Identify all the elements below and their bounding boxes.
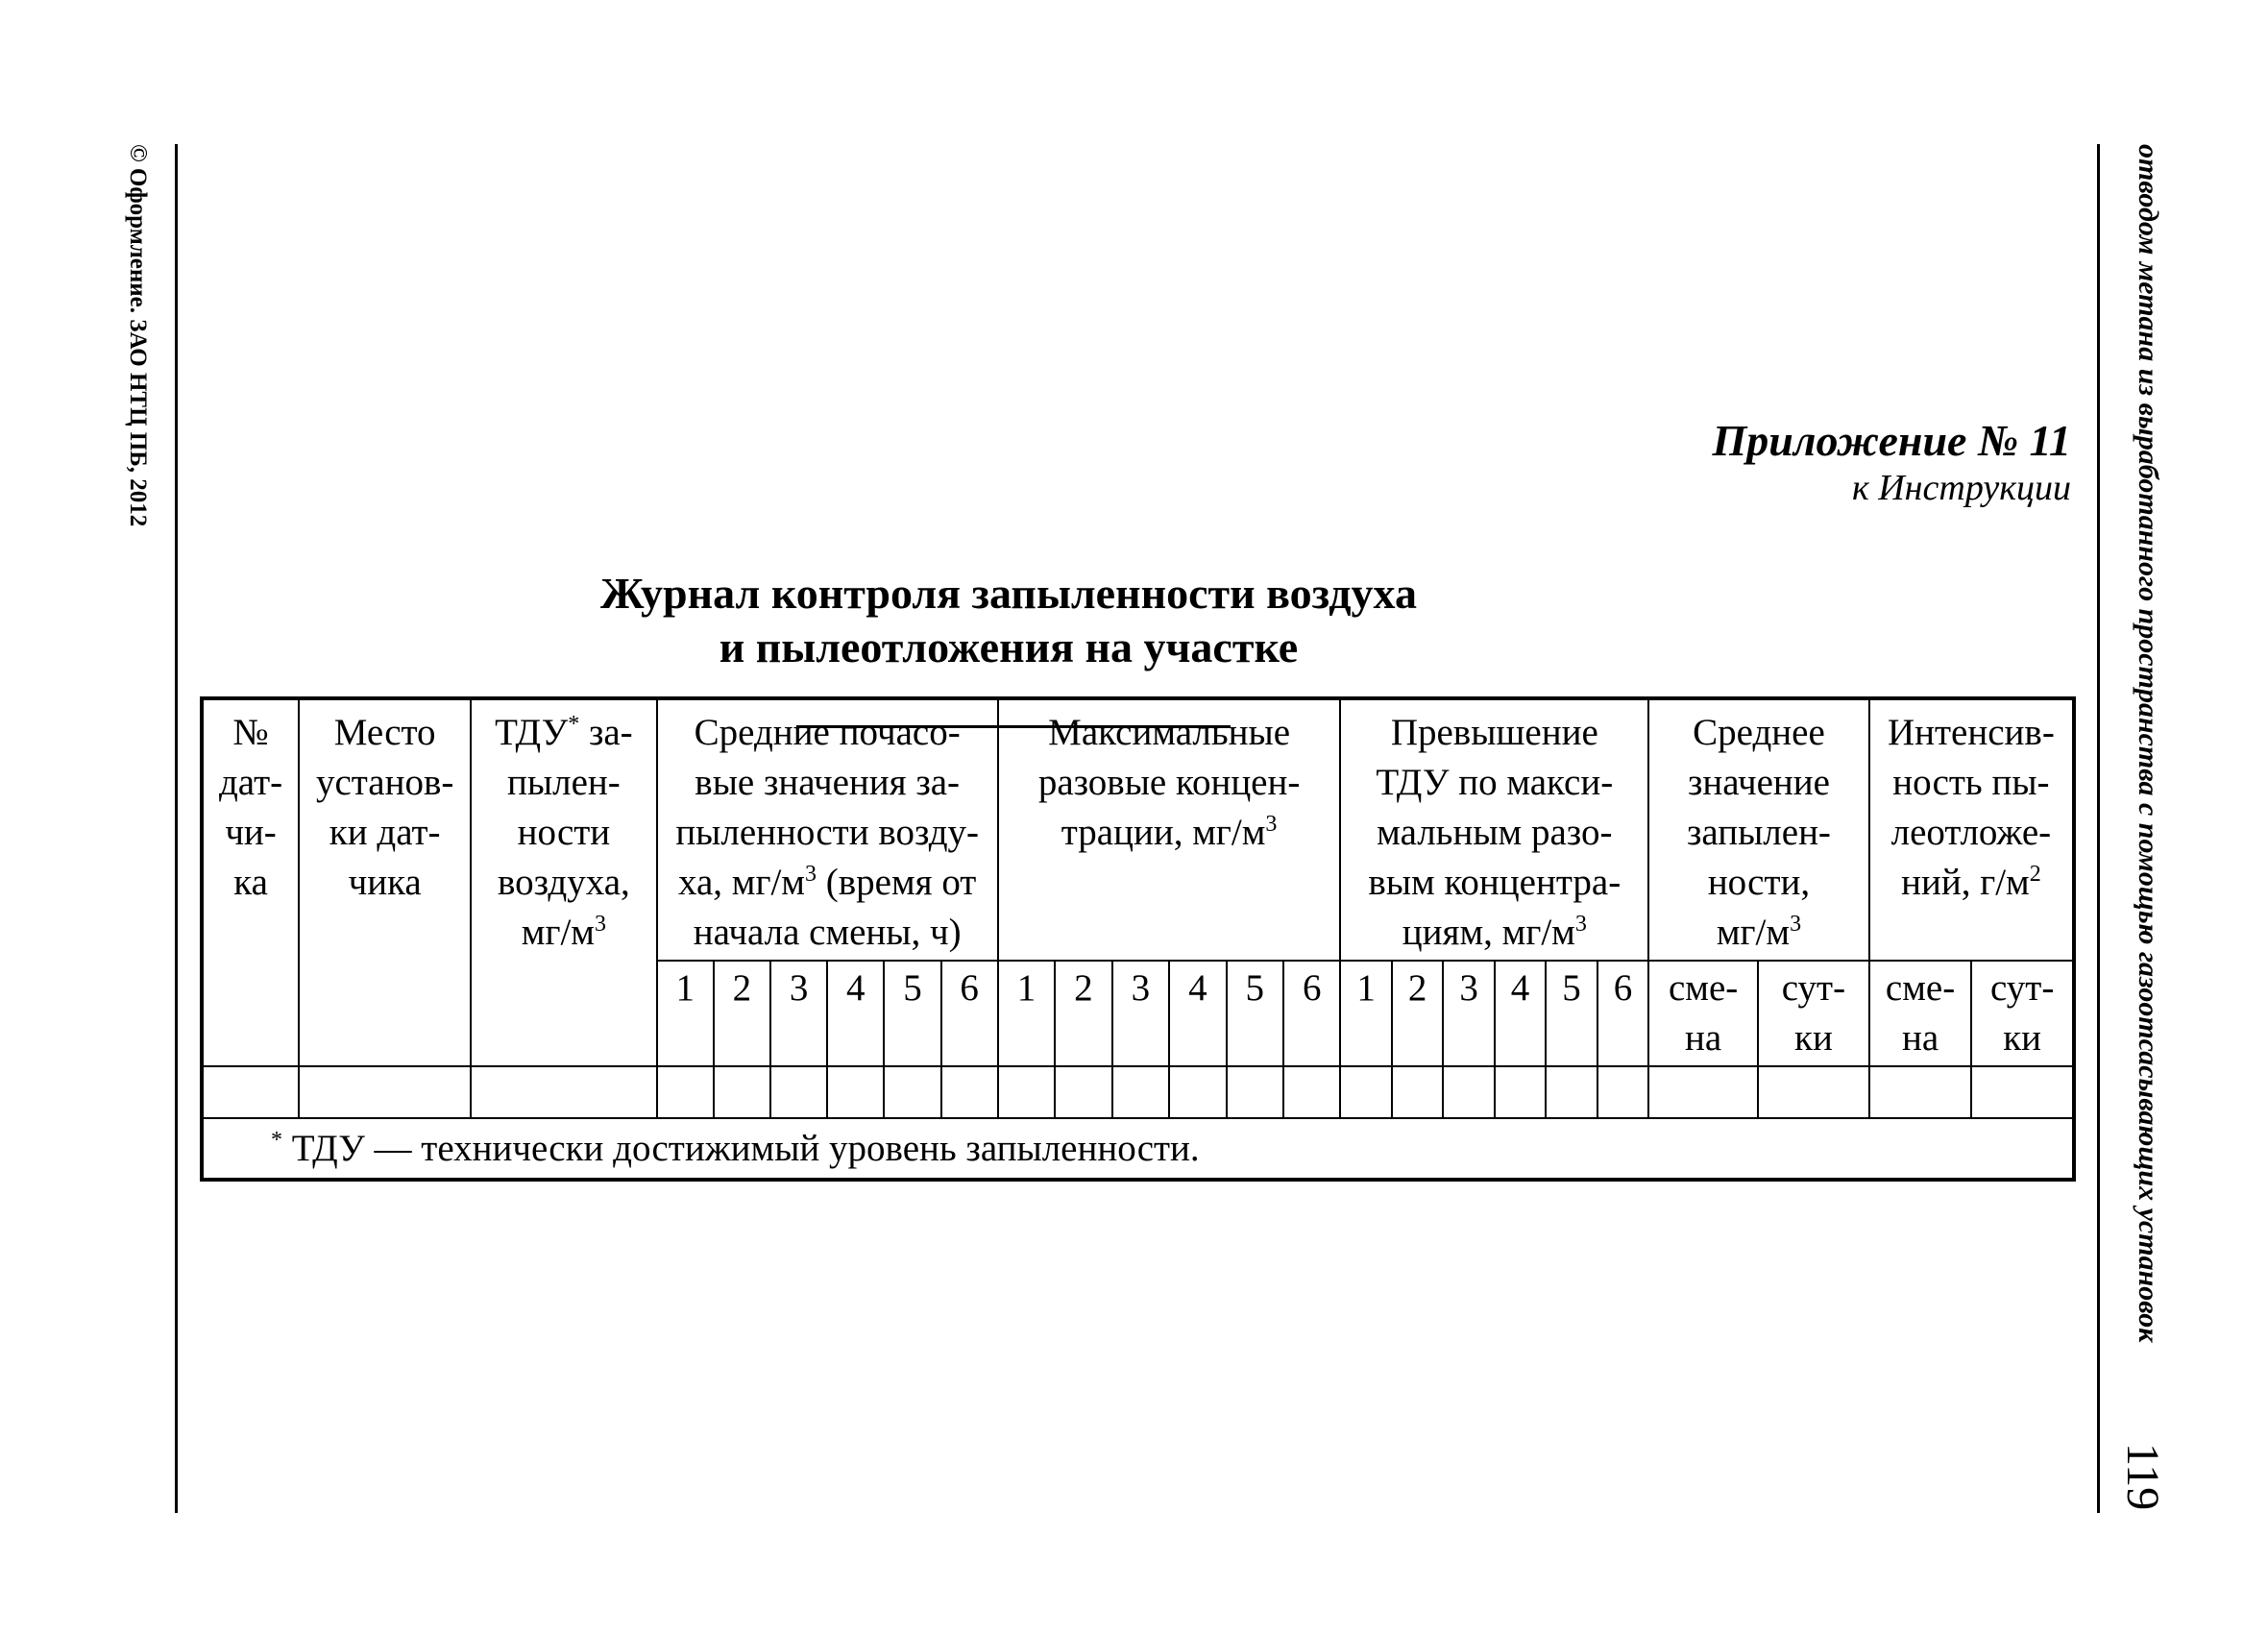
hour-cell: 3 [1443, 961, 1494, 1066]
copyright-note: © Оформление. ЗАО НТЦ ПБ, 2012 [125, 144, 151, 527]
empty-cell [657, 1066, 714, 1118]
unit-exponent: 3 [1790, 912, 1802, 937]
hour-cell: 4 [1495, 961, 1546, 1066]
hour-cell: 2 [1392, 961, 1443, 1066]
hour-cell: 2 [714, 961, 770, 1066]
empty-cell [1227, 1066, 1283, 1118]
right-margin-rule [2097, 144, 2100, 1513]
day-cell: сут- ки [1971, 961, 2074, 1066]
header-hourly-averages [657, 698, 998, 961]
title-line-2-text: и пылеотложения на участке [719, 622, 1299, 671]
header-max-text: Максимальные разовые концен- трации, мг/м [1037, 712, 1301, 853]
hour-cell: 3 [770, 961, 827, 1066]
appendix-reference: к Инструкции [1851, 468, 2071, 509]
empty-cell [1971, 1066, 2074, 1118]
table-row [202, 1066, 2074, 1118]
unit-exponent: 3 [804, 862, 817, 887]
title-line-1: Журнал контроля запыленности воздуха [600, 569, 1417, 618]
appendix-number: Приложение № 11 [1712, 416, 2071, 465]
unit-exponent: 3 [1265, 812, 1278, 837]
hour-cell: 2 [1055, 961, 1111, 1066]
empty-cell [1392, 1066, 1443, 1118]
empty-cell [770, 1066, 827, 1118]
header-tdu [471, 698, 656, 1066]
header-sensor-number: № дат- чи- ка [202, 698, 299, 1066]
hour-cell: 6 [1597, 961, 1648, 1066]
page-number: 119 [2117, 1443, 2168, 1511]
empty-cell [1495, 1066, 1546, 1118]
header-average-dust [1648, 698, 1869, 961]
footnote-row [202, 1118, 2074, 1180]
header-tdu-abbrev: ТДУ [495, 712, 569, 753]
empty-cell [1546, 1066, 1597, 1118]
header-hourly-text: Средние почасо- вые значения за- пыленности возду- ха, мг/м [675, 712, 980, 903]
empty-cell [1112, 1066, 1169, 1118]
empty-cell [1648, 1066, 1758, 1118]
hour-cell: 4 [827, 961, 884, 1066]
journal-table [200, 696, 2076, 1182]
empty-cell [1283, 1066, 1340, 1118]
shift-cell: сме- на [1869, 961, 1972, 1066]
left-margin-rule [175, 144, 178, 1513]
hour-cell: 1 [998, 961, 1055, 1066]
footnote [202, 1118, 2074, 1180]
empty-cell [941, 1066, 998, 1118]
header-hourly-text-end: (время от начала смены, ч) [693, 862, 977, 953]
hour-cell: 5 [884, 961, 940, 1066]
footnote-mark: * [271, 1127, 282, 1153]
header-row [202, 698, 2074, 961]
unit-exponent: 3 [1574, 912, 1587, 937]
hour-cell: 1 [657, 961, 714, 1066]
empty-cell [998, 1066, 1055, 1118]
unit-exponent: 2 [2029, 862, 2041, 887]
header-intensity-text: Интенсив- ность пы- леотложе- ний, г/м [1887, 712, 2055, 903]
header-max-concentrations [998, 698, 1341, 961]
header-tdu-excess [1340, 698, 1648, 961]
header-average-text: Среднее значение запылен- ности, мг/м [1687, 712, 1831, 953]
empty-cell [1869, 1066, 1972, 1118]
hour-cell: 4 [1169, 961, 1226, 1066]
hour-cell: 1 [1340, 961, 1391, 1066]
empty-cell [884, 1066, 940, 1118]
appendix-heading [1712, 415, 2071, 510]
empty-cell [299, 1066, 471, 1118]
header-sensor-location: Место установ- ки дат- чика [299, 698, 471, 1066]
shift-cell: сме- на [1648, 961, 1758, 1066]
empty-cell [1758, 1066, 1869, 1118]
header-tdu-text: за- пылен- ности воздуха, мг/м [498, 712, 633, 953]
running-title: отводом метана из выработанного пространства с помощью газоотсасывающих установок [2133, 144, 2164, 1343]
hour-cell: 6 [1283, 961, 1340, 1066]
hour-cell: 6 [941, 961, 998, 1066]
header-excess-text: Превышение ТДУ по макси- мальным разо- вым концентра- циям, мг/м [1368, 712, 1622, 953]
empty-cell [1055, 1066, 1111, 1118]
empty-cell [202, 1066, 299, 1118]
empty-cell [1443, 1066, 1494, 1118]
empty-cell [1597, 1066, 1648, 1118]
hour-cell: 5 [1546, 961, 1597, 1066]
day-cell: сут- ки [1758, 961, 1869, 1066]
footnote-ref-mark: * [568, 712, 580, 737]
hour-cell: 3 [1112, 961, 1169, 1066]
header-deposition-intensity [1869, 698, 2074, 961]
hour-cell: 5 [1227, 961, 1283, 1066]
footnote-text: ТДУ — технически достижимый уровень запыленности. [282, 1127, 1200, 1169]
empty-cell [827, 1066, 884, 1118]
empty-cell [1169, 1066, 1226, 1118]
empty-cell [471, 1066, 656, 1118]
empty-cell [1340, 1066, 1391, 1118]
empty-cell [714, 1066, 770, 1118]
unit-exponent: 3 [595, 912, 606, 937]
